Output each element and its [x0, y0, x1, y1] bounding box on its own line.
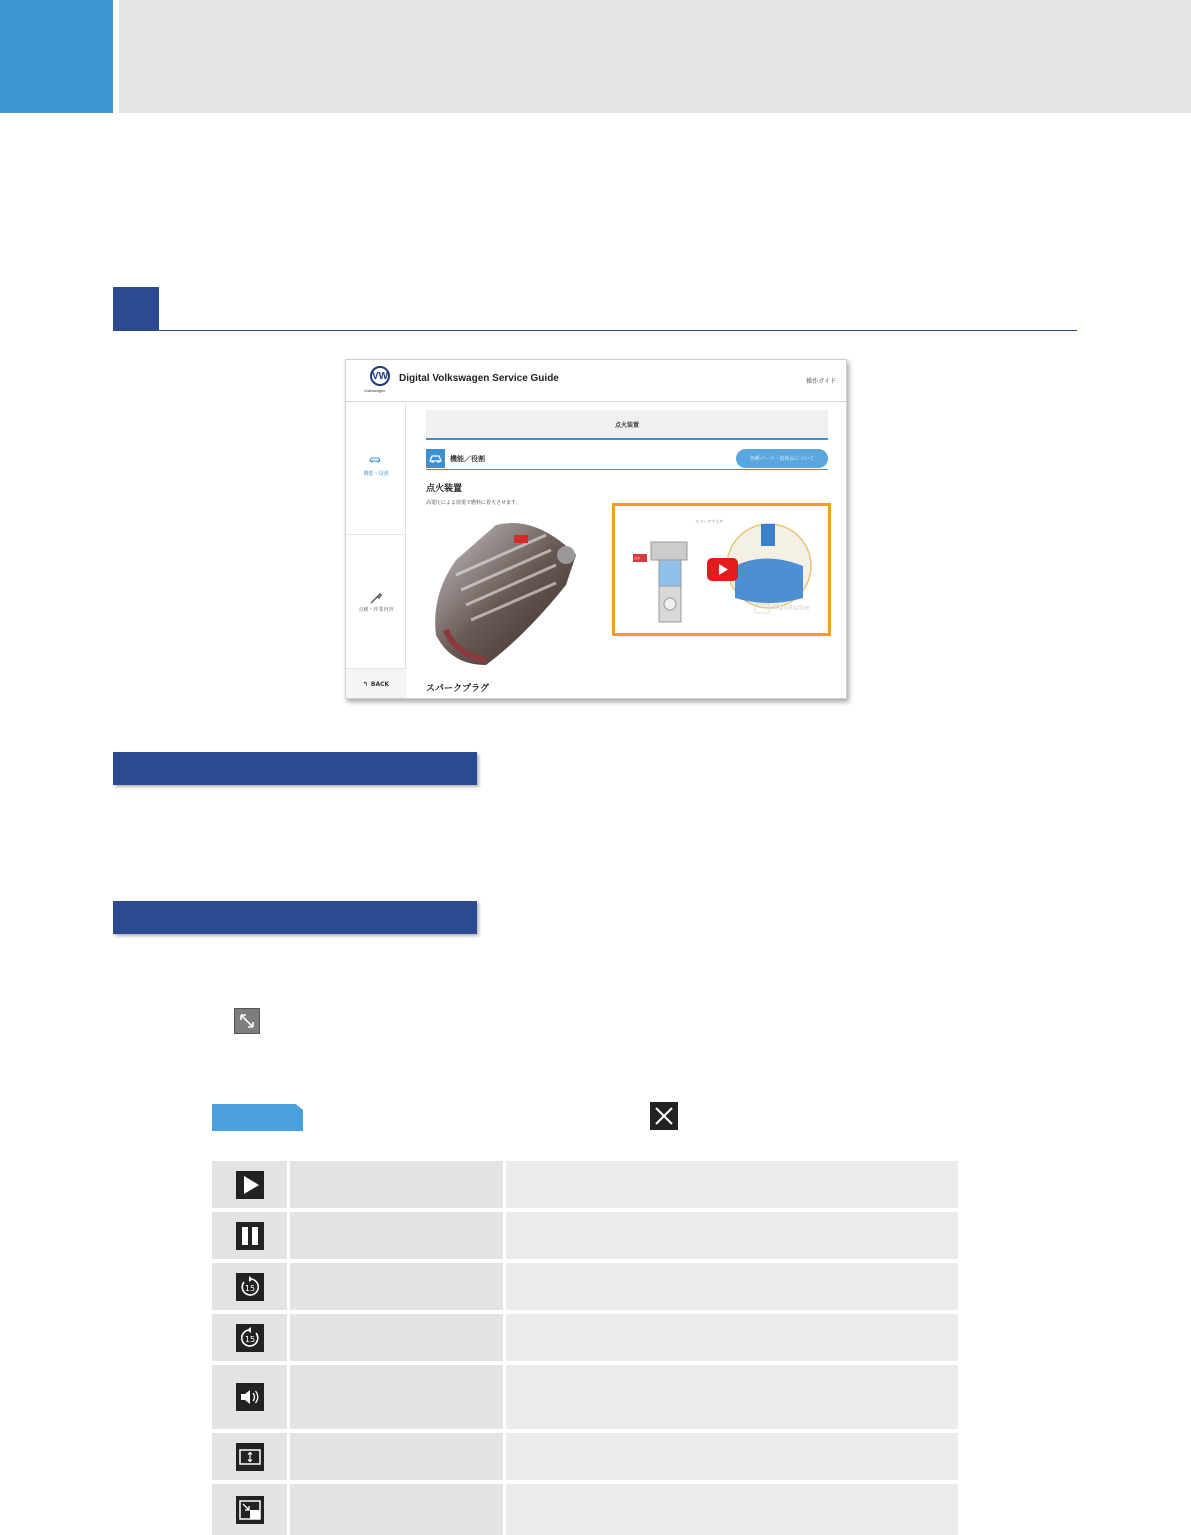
back-label: BACK: [370, 681, 390, 688]
brand-label: Volkswagen: [364, 388, 386, 393]
svg-text:15: 15: [244, 1334, 255, 1344]
app-screenshot: [345, 359, 847, 699]
chapter-tab: [0, 0, 113, 113]
video-thumbnail: [615, 506, 828, 633]
app-title: Digital Volkswagen Service Guide: [399, 373, 559, 384]
tab-ignition[interactable]: 点火装置: [426, 410, 828, 440]
app-main: [426, 410, 828, 699]
content-heading: 点火装置: [426, 484, 463, 494]
heading-bar-2: [113, 901, 477, 934]
car-icon: [369, 456, 381, 463]
pause-icon: [236, 1222, 264, 1250]
footer-heading: スパークプラグ: [426, 684, 490, 694]
fit-screen-icon: [236, 1443, 264, 1471]
table-row: [212, 1365, 958, 1429]
app-header: [346, 360, 846, 402]
video-player[interactable]: [612, 503, 831, 636]
expand-icon: [234, 1008, 260, 1034]
note-tag: [212, 1104, 303, 1131]
table-row: [212, 1484, 958, 1535]
rewind-15-icon: [236, 1324, 264, 1352]
vw-logo-icon: VW: [370, 366, 390, 386]
back-arrow-icon: ↰: [362, 681, 368, 688]
video-tag: 点火: [634, 556, 641, 560]
table-row: [212, 1161, 958, 1208]
table-row: [212, 1212, 958, 1259]
engine-illustration: [426, 515, 586, 675]
play-icon: [236, 1171, 264, 1199]
section-marker: [113, 287, 159, 331]
back-button[interactable]: [346, 669, 406, 699]
sidebar-item-label: 機能・役割: [363, 471, 389, 477]
forward-15-icon: [236, 1273, 264, 1301]
app-sidebar: [346, 403, 406, 699]
function-label: 機能／役割: [450, 455, 485, 463]
table-row: [212, 1314, 958, 1361]
sidebar-item-function[interactable]: [346, 403, 406, 535]
sidebar-item-label: 点検・作業内容: [358, 607, 394, 613]
sidebar-item-inspection[interactable]: [346, 535, 406, 669]
content-description: 高電圧による放電で燃料に着火させます。: [426, 500, 521, 506]
youtube-watermark: Youtube: [773, 603, 810, 612]
table-row: [212, 1263, 958, 1310]
table-row: [212, 1433, 958, 1480]
minimize-icon: [236, 1496, 264, 1524]
heading-bar-1: [113, 752, 477, 785]
operation-guide-link[interactable]: 操作ガイド: [806, 378, 836, 385]
video-label: スパークプラグ: [695, 519, 723, 524]
section-rule: [159, 330, 1077, 331]
car-icon: [426, 449, 445, 468]
parts-button[interactable]: 各種パーツ・消耗品について: [736, 449, 828, 468]
page-header-band: [119, 0, 1191, 113]
svg-text:15: 15: [244, 1283, 255, 1293]
close-icon: [650, 1102, 678, 1130]
wrench-icon: [369, 591, 383, 605]
function-row: [426, 448, 828, 470]
volume-icon: [236, 1383, 264, 1411]
